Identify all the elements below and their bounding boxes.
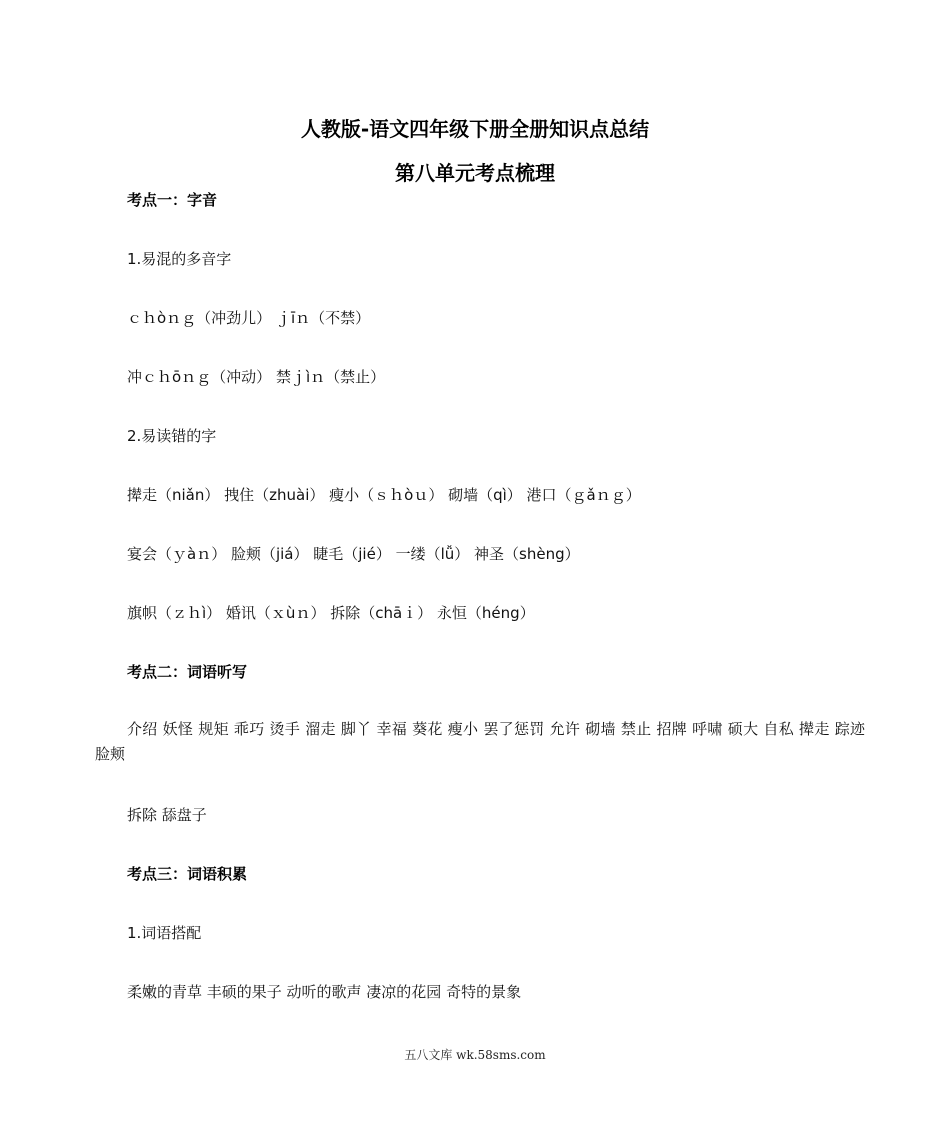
section-heading-dictation: 考点二：词语听写 — [127, 663, 248, 681]
subheading-collocation: 1.词语搭配 — [127, 924, 202, 942]
unit-title: 第八单元考点梳理 — [395, 161, 555, 185]
text-line: 冲ｃｈōｎｇ（冲动） 禁ｊìｎ（禁止） — [127, 368, 386, 386]
section-heading-pronunciation: 考点一：字音 — [127, 191, 218, 209]
subheading-polyphonic: 1.易混的多音字 — [127, 250, 232, 268]
text-line: 撵走（niǎn） 拽住（zhuài） 瘦小（ｓｈòｕ） 砌墙（qì） 港口（ｇǎｎｇ） — [127, 486, 641, 504]
text-line: 柔嫩的青草 丰硕的果子 动听的歌声 凄凉的花园 奇特的景象 — [127, 983, 522, 1001]
page-footer: 五八文库 wk.58sms.com — [404, 1048, 546, 1062]
subheading-misread: 2.易读错的字 — [127, 427, 217, 445]
document-title: 人教版-语文四年级下册全册知识点总结 — [300, 117, 650, 141]
text-line: 拆除 舔盘子 — [127, 806, 207, 824]
vocabulary-paragraph: 介绍 妖怪 规矩 乖巧 烫手 溜走 脚丫 幸福 葵花 瘦小 罢了惩罚 允许 砌墙 禁止 招牌 呼啸 硕大 自私 撵走 踪迹 脸颊 — [95, 720, 865, 763]
text-line: 旗帜（ｚｈì） 婚讯（ｘùｎ） 拆除（chāｉ） 永恒（héng） — [127, 604, 535, 622]
text-line: 宴会（ｙàｎ） 脸颊（jiá） 睫毛（jié） 一缕（lǚ） 神圣（shèng） — [127, 545, 580, 563]
section-heading-accumulation: 考点三：词语积累 — [127, 865, 248, 883]
text-line: ｃｈòｎｇ（冲劲儿） ｊīｎ（不禁） — [127, 309, 371, 327]
